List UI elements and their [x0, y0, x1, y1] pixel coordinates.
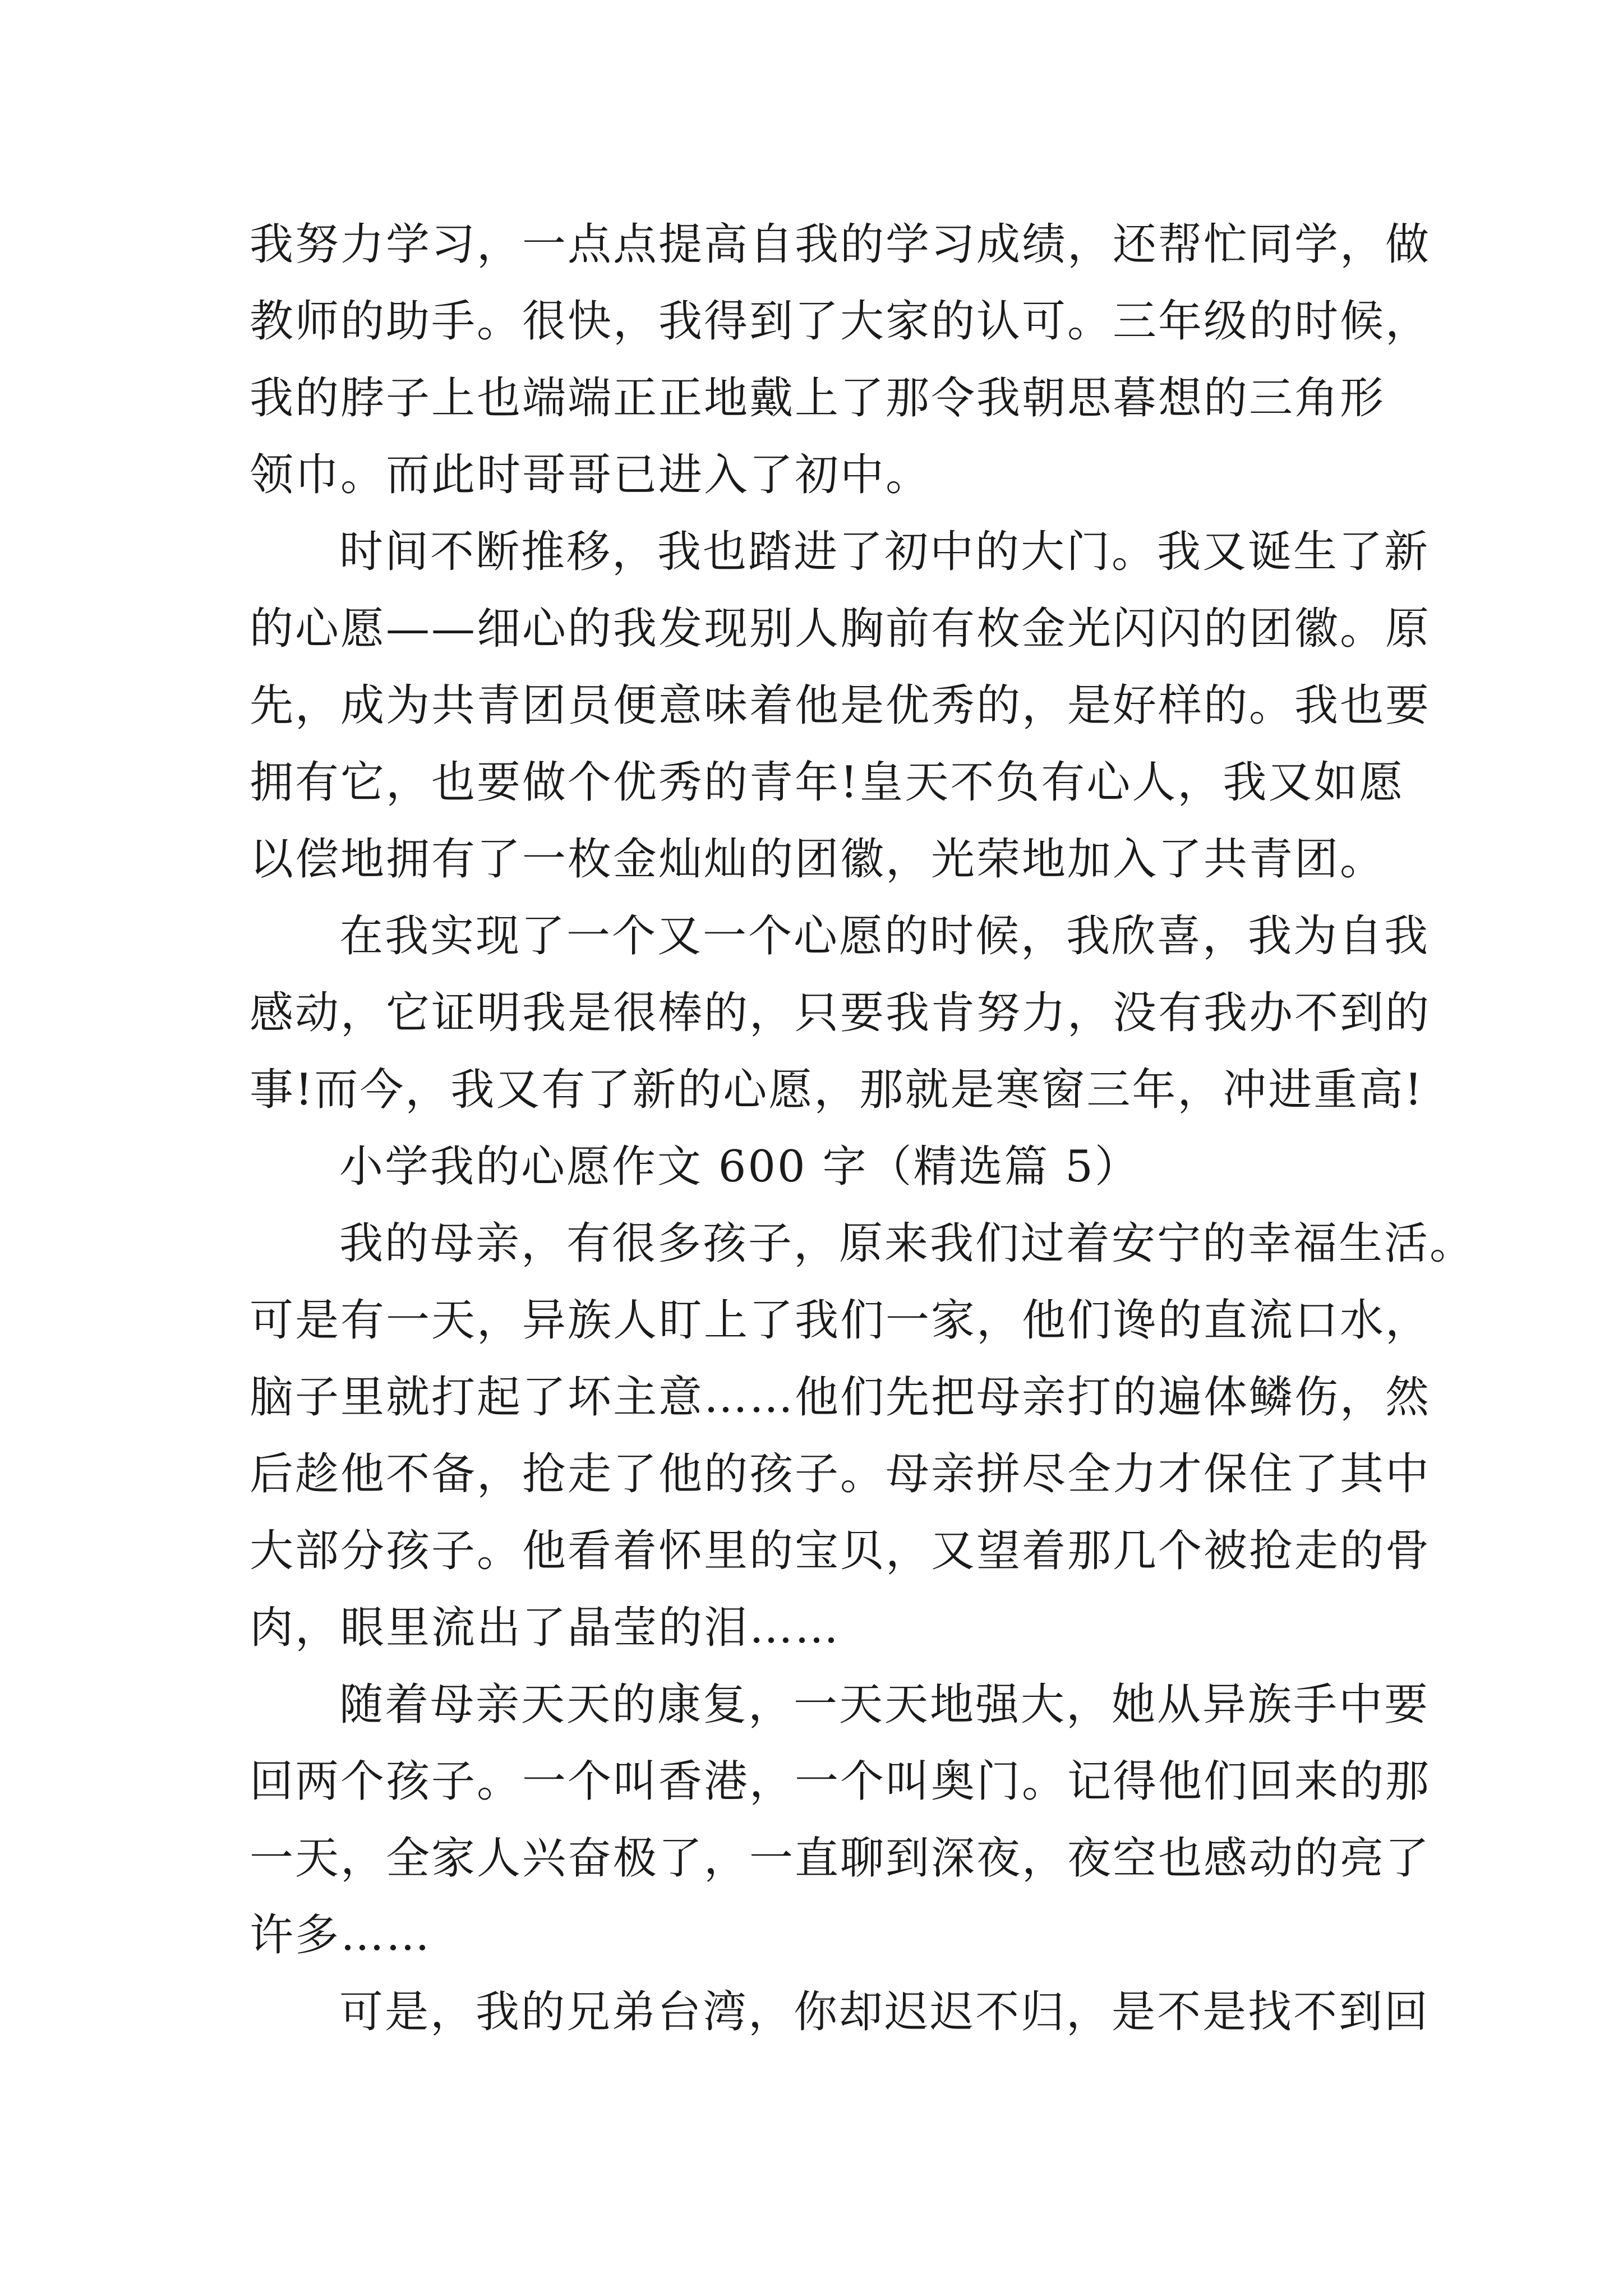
- paragraph-start-line: 我的母亲，有很多孩子，原来我们过着安宁的幸福生活。: [339, 1218, 1476, 1269]
- text-line: 一天，全家人兴奋极了，一直聊到深夜，夜空也感动的亮了: [250, 1833, 1431, 1884]
- text-line: 大部分孩子。他看着怀里的宝贝，又望着那几个被抢走的骨: [250, 1526, 1431, 1576]
- text-line: 感动，它证明我是很棒的，只要我肯努力，没有我办不到的: [250, 988, 1431, 1038]
- text-line: 许多……: [250, 1910, 432, 1961]
- paragraph-start-line: 在我实现了一个又一个心愿的时候，我欣喜，我为自我: [339, 911, 1430, 961]
- text-line: 后趁他不备，抢走了他的孩子。母亲拼尽全力才保住了其中: [250, 1449, 1431, 1499]
- section-heading: 小学我的心愿作文 600 字（精选篇 5）: [339, 1142, 1140, 1192]
- paragraph-start-line: 可是，我的兄弟台湾，你却迟迟不归，是不是找不到回: [339, 1987, 1430, 2037]
- text-line: 先，成为共青团员便意味着他是优秀的，是好样的。我也要: [250, 680, 1431, 731]
- text-line: 事!而今，我又有了新的心愿，那就是寒窗三年，冲进重高!: [250, 1065, 1424, 1115]
- paragraph-start-line: 时间不断推移，我也踏进了初中的大门。我又诞生了新: [339, 527, 1430, 577]
- text-line: 肉，眼里流出了晶莹的泪……: [250, 1603, 841, 1653]
- essay-body: [250, 206, 1476, 2051]
- text-line: 我努力学习，一点点提高自我的学习成绩，还帮忙同学，做: [250, 219, 1431, 270]
- text-line: 以偿地拥有了一枚金灿灿的团徽，光荣地加入了共青团。: [250, 834, 1386, 885]
- paragraph-start-line: 随着母亲天天的康复，一天天地强大，她从异族手中要: [339, 1680, 1430, 1730]
- text-line: 拥有它，也要做个优秀的青年!皇天不负有心人，我又如愿: [250, 757, 1405, 808]
- text-line: 教师的助手。很快，我得到了大家的认可。三年级的时候，: [250, 296, 1431, 347]
- text-line: 领巾。而此时哥哥已进入了初中。: [250, 450, 932, 500]
- text-line: 脑子里就打起了坏主意……他们先把母亲打的遍体鳞伤，然: [250, 1372, 1431, 1423]
- text-line: 回两个孩子。一个叫香港，一个叫奥门。记得他们回来的那: [250, 1756, 1431, 1807]
- text-line: 的心愿——细心的我发现别人胸前有枚金光闪闪的团徽。原: [250, 604, 1431, 654]
- text-line: 我的脖子上也端端正正地戴上了那令我朝思暮想的三角形: [250, 373, 1386, 424]
- text-line: 可是有一天，异族人盯上了我们一家，他们谗的直流口水，: [250, 1295, 1431, 1346]
